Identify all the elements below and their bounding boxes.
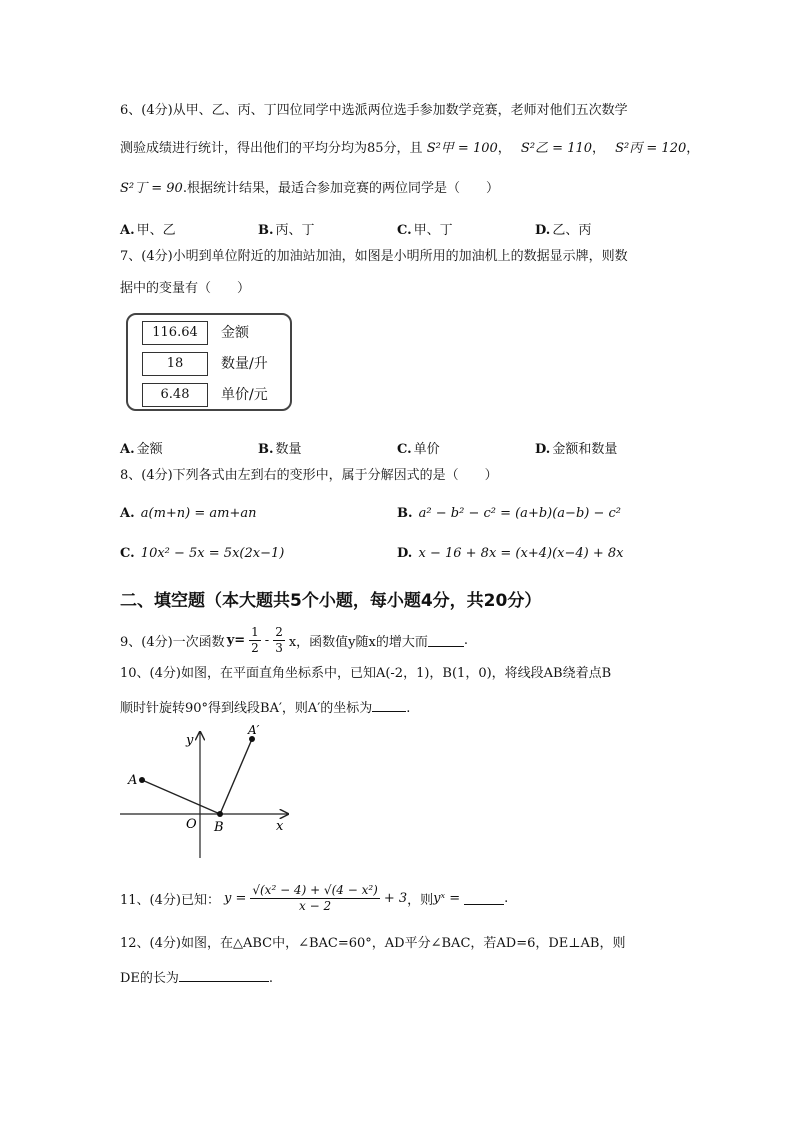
q6-option-d-text: 乙、丙 (552, 223, 592, 238)
q7-option-d-text: 金额和数量 (552, 442, 618, 457)
q9-end: . (463, 632, 468, 648)
q9-prefix: 9、(4分)一次函数 (120, 634, 225, 650)
q6-option-a[interactable] (120, 219, 176, 238)
q10-answer-blank[interactable] (372, 699, 406, 712)
display-price-value: 6.48 (142, 383, 208, 407)
q11-y-eq: y = (223, 890, 247, 906)
label-b: B (214, 820, 224, 835)
q12-line2 (120, 969, 273, 985)
q6-s-ding: S²丁 = 90 (120, 181, 183, 196)
q9-fraction-1 (249, 625, 261, 656)
q8-option-d[interactable] (397, 546, 623, 561)
q7-option-a[interactable] (120, 438, 163, 457)
q9-y-eq: y= (226, 632, 246, 648)
q6-line3-text: .根据统计结果，最适合参加竞赛的两位同学是（ ） (182, 181, 499, 196)
q7-option-a-key: A. (120, 442, 135, 457)
q9-answer-blank[interactable] (428, 634, 464, 647)
section2-title: 二、填空题（本大题共5个小题，每小题4分，共20分） (120, 591, 542, 611)
q6-line2-text: 测验成绩进行统计，得出他们的平均分均为85分，且 (120, 141, 423, 156)
coordinate-figure (116, 724, 296, 864)
q8-option-a-key: A. (120, 506, 135, 521)
q7-option-c-key: C. (397, 442, 412, 457)
q8-option-b-text: a² − b² − c² = (a+b)(a−b) − c² (418, 506, 621, 521)
q11-fraction (250, 883, 380, 914)
label-a: A (128, 773, 138, 788)
q7-option-d[interactable] (535, 438, 617, 457)
q9-fraction-2 (273, 625, 285, 656)
q11-mid: ，则 (407, 892, 434, 908)
q7-option-b-text: 数量 (275, 442, 302, 457)
q8-option-c-key: C. (120, 546, 135, 561)
display-amount-value: 116.64 (142, 321, 208, 345)
q6-s-jia: S²甲 = 100 (426, 141, 498, 156)
q10-line2 (120, 699, 410, 715)
q6-s-bing: S²丙 = 120 (615, 141, 687, 156)
q6-option-a-text: 甲、乙 (136, 223, 176, 238)
q6-option-d-key: D. (535, 223, 551, 238)
point-a (139, 777, 145, 783)
label-x: x (276, 819, 284, 834)
q7-line1: 7、(4分)小明到单位附近的加油站加油，如图是小明所用的加油机上的数据显示牌，则数 (120, 249, 628, 264)
q7-option-d-key: D. (535, 442, 551, 457)
q10-end: . (406, 701, 411, 716)
display-quantity-label: 数量/升 (221, 356, 268, 372)
q11-answer-blank[interactable] (464, 892, 504, 905)
q9-frac1-den: 2 (251, 640, 259, 655)
q11-plus3: + 3 (383, 890, 408, 906)
q6-option-d[interactable] (535, 219, 591, 238)
display-quantity-value: 18 (142, 352, 208, 376)
q11-yx: yˣ = (433, 890, 461, 906)
q8-option-b-key: B. (397, 506, 413, 521)
q9-suffix: x，函数值y随x的增大而 (288, 634, 428, 650)
point-b (217, 811, 223, 817)
q6-line1: 6、(4分)从甲、乙、丙、丁四位同学中选派两位选手参加数学竞赛，老师对他们五次数学 (120, 103, 628, 118)
q8-option-d-text: x − 16 + 8x = (x+4)(x−4) + 8x (418, 546, 624, 561)
q6-option-b[interactable] (258, 219, 315, 238)
q11-denominator: x − 2 (299, 898, 332, 913)
q8-line1: 8、(4分)下列各式由左到右的变形中，属于分解因式的是（ ） (120, 468, 498, 483)
q8-option-a-text: a(m+n) = am+an (140, 506, 257, 521)
q7-option-b[interactable] (258, 438, 302, 457)
q8-option-c[interactable] (120, 546, 284, 561)
display-price-label: 单价/元 (221, 387, 268, 403)
label-o: O (186, 817, 197, 832)
q11-line (120, 875, 508, 921)
q8-option-b[interactable] (397, 506, 621, 521)
q6-option-c[interactable] (397, 219, 453, 238)
q12-line1: 12、(4分)如图，在△ABC中，∠BAC=60°，AD平分∠BAC，若AD=6，DE⊥AB，则 (120, 936, 626, 951)
q7-line2: 据中的变量有（ ） (120, 281, 251, 296)
q7-option-c[interactable] (397, 438, 440, 457)
q9-minus: - (264, 632, 270, 648)
q6-option-a-key: A. (120, 223, 135, 238)
fuel-display-panel (126, 313, 292, 411)
q7-option-b-key: B. (258, 442, 274, 457)
q6-s-yi: S²乙 = 110 (520, 141, 593, 156)
q6-option-c-key: C. (397, 223, 412, 238)
q11-numerator: √(x² − 4) + √(4 − x²) (252, 882, 378, 897)
q11-prefix: 11、(4分)已知： (120, 892, 220, 908)
q10-line2-text: 顺时针旋转90°得到线段BA′，则A′的坐标为 (120, 701, 373, 716)
q6-line3 (120, 182, 499, 195)
q7-option-a-text: 金额 (136, 442, 163, 457)
q11-end: . (504, 890, 509, 906)
q12-answer-blank[interactable] (179, 969, 269, 982)
q12-line2-text: DE的长为 (120, 971, 179, 986)
q10-line1: 10、(4分)如图，在平面直角坐标系中，已知A(-2，1)，B(1，0)，将线段AB绕着点B (120, 666, 612, 681)
q6-option-b-text: 丙、丁 (275, 223, 315, 238)
q6-line2: 测验成绩进行统计，得出他们的平均分均为85分，且 S²甲 = 100， S²乙 = 110， S²丙 = 120， (120, 141, 700, 156)
display-amount-label: 金额 (221, 325, 249, 341)
q12-end: . (268, 971, 274, 986)
q8-option-c-text: 10x² − 5x = 5x(2x−1) (140, 546, 285, 561)
label-y: y (186, 733, 194, 748)
q9-frac1-num: 1 (251, 624, 259, 639)
q8-option-d-key: D. (397, 546, 413, 561)
q9-line (120, 620, 468, 660)
q6-option-b-key: B. (258, 223, 274, 238)
q7-option-c-text: 单价 (413, 442, 440, 457)
segment-ab (142, 780, 220, 814)
q8-option-a[interactable] (120, 506, 257, 521)
segment-ba-prime (220, 739, 252, 814)
label-a-prime: A′ (248, 724, 260, 737)
q9-frac2-num: 2 (275, 624, 283, 639)
q9-frac2-den: 3 (275, 640, 283, 655)
q6-option-c-text: 甲、丁 (413, 223, 453, 238)
